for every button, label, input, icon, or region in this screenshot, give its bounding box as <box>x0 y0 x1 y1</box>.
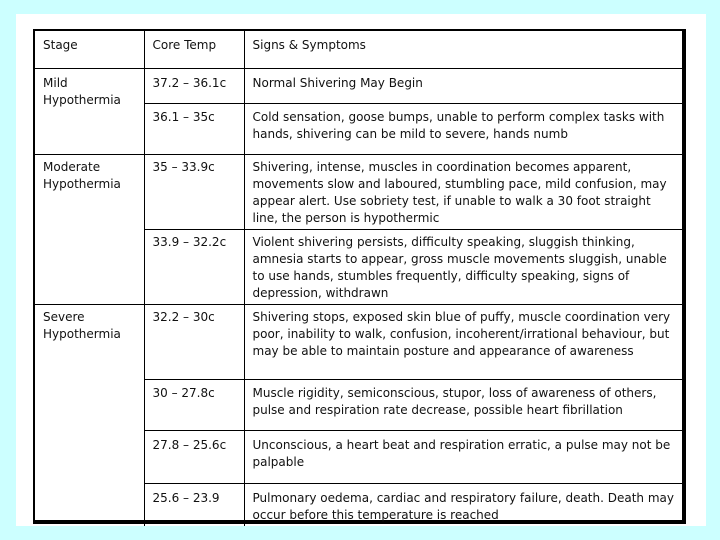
signs-cell: Pulmonary oedema, cardiac and respiratory failure, death. Death may occur before this temperature is reached <box>244 483 682 526</box>
core-temp-cell: 32.2 – 30c <box>144 304 244 379</box>
core-temp-cell: 30 – 27.8c <box>144 379 244 430</box>
signs-cell: Shivering, intense, muscles in coordination becomes apparent, movements slow and laboured, stumbling pace, mild confusion, may appear alert. Use sobriety test, if unable to walk a 30 foot straight line, the person is hypothermic <box>244 154 682 229</box>
table-row <box>35 304 682 379</box>
core-temp-cell: 37.2 – 36.1c <box>144 68 244 103</box>
signs-cell: Shivering stops, exposed skin blue of puffy, muscle coordination very poor, inability to walk, confusion, incoherent/irrational behaviour, but may be able to maintain posture and appearance of awareness <box>244 304 682 379</box>
core-temp-cell: 25.6 – 23.9 <box>144 483 244 526</box>
core-temp-cell: 36.1 – 35c <box>144 103 244 154</box>
table-header-row <box>35 31 682 68</box>
hypothermia-table <box>33 29 686 524</box>
header-core-temp: Core Temp <box>144 31 244 68</box>
core-temp-cell: 35 – 33.9c <box>144 154 244 229</box>
core-temp-cell: 27.8 – 25.6c <box>144 430 244 483</box>
core-temp-cell: 33.9 – 32.2c <box>144 229 244 304</box>
table-row <box>35 68 682 103</box>
table-row <box>35 154 682 229</box>
stage-severe: Severe Hypothermia <box>35 304 144 526</box>
stage-moderate: Moderate Hypothermia <box>35 154 144 304</box>
header-stage: Stage <box>35 31 144 68</box>
signs-cell: Muscle rigidity, semiconscious, stupor, loss of awareness of others, pulse and respiration rate decrease, possible heart fibrillation <box>244 379 682 430</box>
hypothermia-stages-table <box>35 31 682 526</box>
signs-cell: Violent shivering persists, difficulty speaking, sluggish thinking, amnesia starts to appear, gross muscle movements sluggish, unable to use hands, stumbles frequently, difficulty speaking, signs of depression, withdrawn <box>244 229 682 304</box>
stage-mild: Mild Hypothermia <box>43 75 121 107</box>
signs-cell: Cold sensation, goose bumps, unable to perform complex tasks with hands, shivering can be mild to severe, hands numb <box>244 103 682 154</box>
signs-cell: Unconscious, a heart beat and respiration erratic, a pulse may not be palpable <box>244 430 682 483</box>
header-signs-symptoms: Signs & Symptoms <box>244 31 682 68</box>
signs-cell: Normal Shivering May Begin <box>244 68 682 103</box>
